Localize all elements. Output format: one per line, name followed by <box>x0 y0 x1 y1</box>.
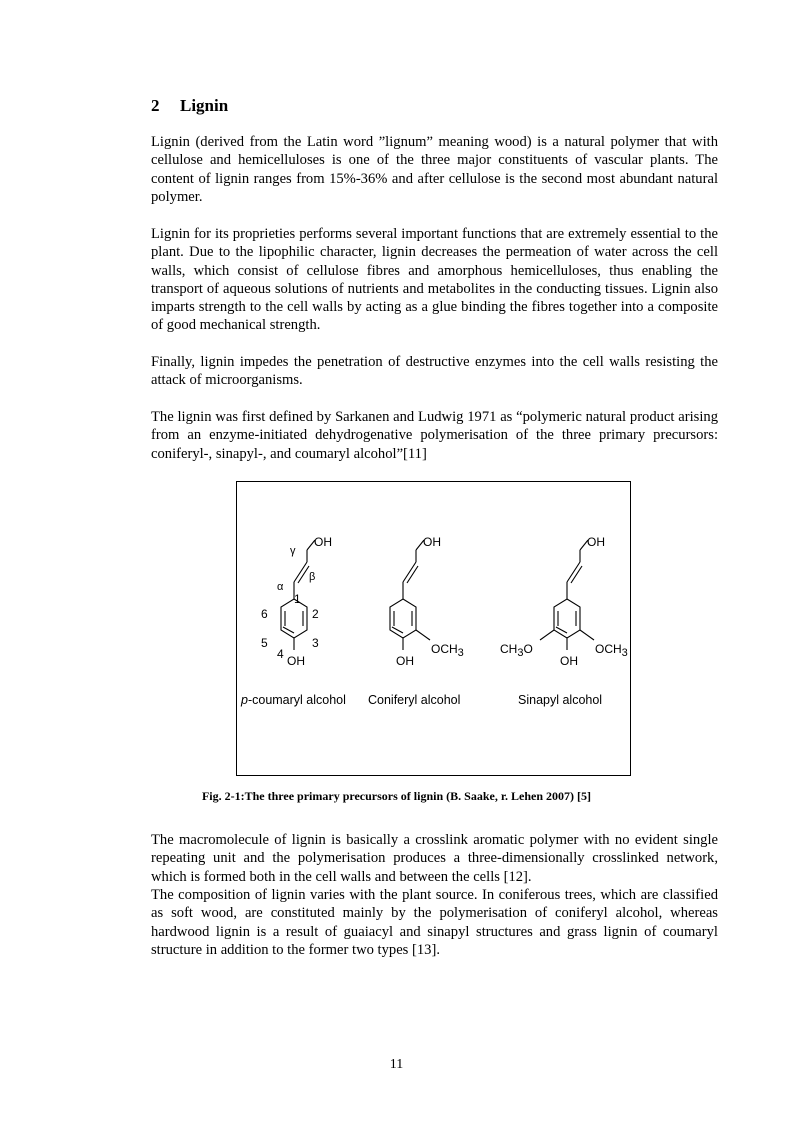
position-2-label: 2 <box>312 607 319 621</box>
methoxy-label: CH3O <box>500 642 533 659</box>
paragraph-composition: The composition of lignin varies with the plant source. In coniferous trees, which are classified as soft wood, are constituted mainly by the polymerisation of coniferyl alcohol, whereas hardwood lignin is a result of guaiacyl and sinapyl structures and grass lignin of coumaryl structure in addition to the former two types [13]. <box>151 887 718 958</box>
bond-methoxy <box>416 630 430 640</box>
chemical-structures-diagram <box>237 482 632 777</box>
gamma-label: γ <box>290 545 296 557</box>
paragraph-functions: Lignin for its proprieties performs several important functions that are extremely essential to the plant. Due to the lipophilic character, lignin decreases the permeation of water across the cell walls, which consist of cellulose fibres and amorphous hemicelluloses, thus enabling the transport of aqueous solutions of nutrients and metabolites in the conducting tissues. Lignin also imparts strength to the cell walls by acting as a glue binding the fibres together into a composite of good mechanical strength. <box>151 226 718 334</box>
section-heading <box>151 96 228 116</box>
molecule-name: Coniferyl alcohol <box>368 693 461 707</box>
position-3-label: 3 <box>312 636 319 650</box>
paragraph-definition: The lignin was first defined by Sarkanen and Ludwig 1971 as “polymeric natural product arising from an enzyme-initiated dehydrogenative polymerisation of the three primary precursors: coniferyl-, sinapyl-, and coumaryl alcohol”[11] <box>151 409 718 462</box>
section-number: 2 <box>151 96 160 115</box>
figure-caption: Fig. 2-1:The three primary precursors of lignin (B. Saake, r. Lehen 2007) [5] <box>201 789 592 803</box>
alpha-label: α <box>277 581 284 593</box>
molecule-sinapyl <box>500 535 628 707</box>
beta-label: β <box>309 571 316 583</box>
position-6-label: 6 <box>261 607 268 621</box>
oh-label: OH <box>560 654 578 668</box>
position-1-label: 1 <box>294 592 301 606</box>
figure-precursors <box>236 481 631 776</box>
molecule-coniferyl <box>368 535 464 707</box>
section-title: Lignin <box>180 96 229 115</box>
oh-label: OH <box>396 654 414 668</box>
paragraph-enzymes: Finally, lignin impedes the penetration of destructive enzymes into the cell walls resisting the attack of microorganisms. <box>151 354 718 389</box>
oh-label: OH <box>423 535 441 549</box>
methoxy-label: OCH3 <box>431 642 464 659</box>
position-5-label: 5 <box>261 636 268 650</box>
oh-label: OH <box>587 535 605 549</box>
oh-label: OH <box>314 535 332 549</box>
molecule-p-coumaryl <box>240 535 346 707</box>
position-4-label: 4 <box>277 647 284 661</box>
paragraph-macromolecule: The macromolecule of lignin is basically a crosslink aromatic polymer with no evident single repeating unit and the polymerisation produces a three-dimensionally crosslinked network, which is formed both in the cell walls and between the cells [12]. <box>151 832 718 885</box>
molecule-name: p-coumaryl alcohol <box>241 693 346 707</box>
page-number: 11 <box>389 1057 404 1072</box>
methoxy-label: OCH3 <box>595 642 628 659</box>
paragraph-intro: Lignin (derived from the Latin word ”lignum” meaning wood) is a natural polymer that with cellulose and hemicelluloses is one of the three major constituents of vascular plants. The content of lignin ranges from 15%-36% and after cellulose is the second most abundant natural polymer. <box>151 134 718 205</box>
oh-label: OH <box>287 654 305 668</box>
molecule-name: Sinapyl alcohol <box>518 693 603 707</box>
